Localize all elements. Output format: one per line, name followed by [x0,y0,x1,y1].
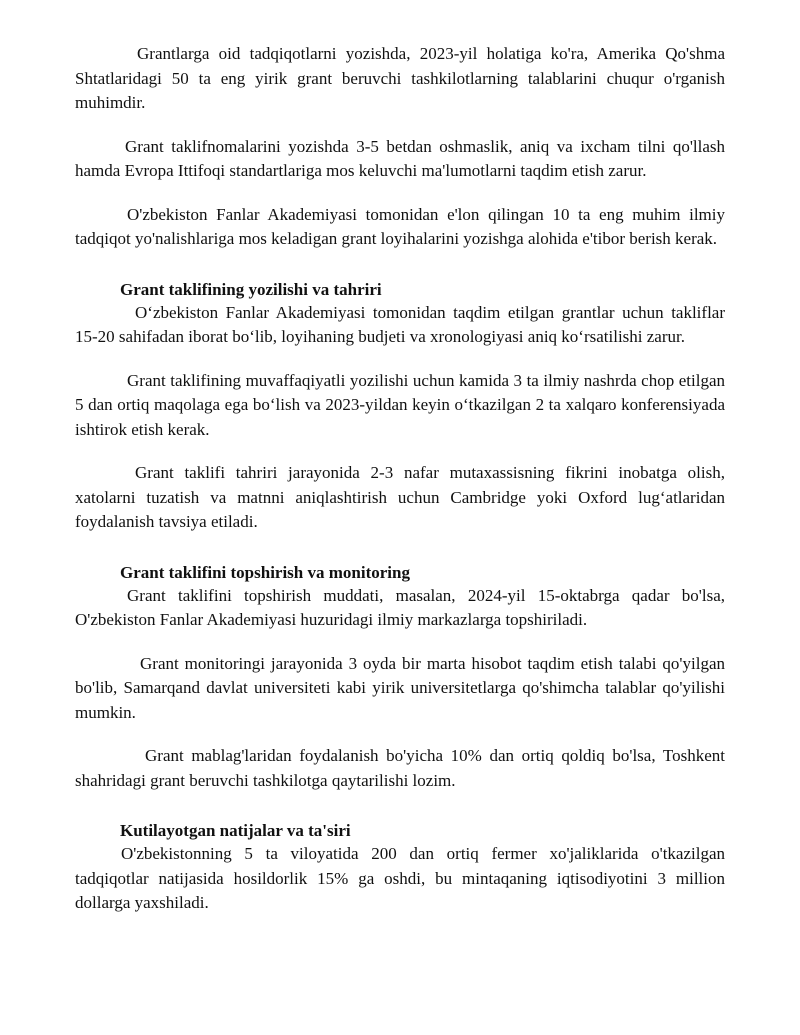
paragraph-intro-3: O'zbekiston Fanlar Akademiyasi tomonidan e'lon qilingan 10 ta eng muhim ilmiy tadqiqot yo'nalishlariga mos keladigan grant loyihalarini yozishga alohida e'tibor berish kerak. [75,204,725,248]
paragraph-submission-3: Grant mablag'laridan foydalanish bo'yicha 10% dan ortiq qoldiq bo'lsa, Toshkent shahridagi grant beruvchi tashkilotga qaytarilishi lozim. [75,746,725,790]
section-heading-writing: Grant taklifining yozilishi va tahriri [120,279,382,299]
paragraph-submission-1: Grant taklifini topshirish muddati, masalan, 2024-yil 15-oktabrga qadar bo'lsa, O'zbekiston Fanlar Akademiyasi huzuridagi ilmiy markazlarga topshiriladi. [75,585,725,629]
section-heading-results: Kutilayotgan natijalar va ta'siri [120,821,351,840]
paragraph-writing-3: Grant taklifi tahriri jarayonida 2-3 nafar mutaxassisning fikrini inobatga olish, xatolarni tuzatish va matnni aniqlashtirish uchun Cambridge yoki Oxford lug‘atlaridan foydalanish tavsiya etiladi. [75,463,725,531]
paragraph-intro-1: Grantlarga oid tadqiqotlarni yozishda, 2023-yil holatiga ko'ra, Amerika Qo'shma Shtatlaridagi 50 ta eng yirik grant beruvchi tashkilotlarning talablarini chuqur o'rganish muhimdir. [75,44,725,112]
paragraph-results-1: O'zbekistonning 5 ta viloyatida 200 dan ortiq fermer xo'jaliklarida o'tkazilgan tadqiqotlar natijasida hosildorlik 15% ga oshdi, bu mintaqaning iqtisodiyotini 3 million dollarga yaxshiladi. [75,844,725,912]
paragraph-intro-2: Grant taklifnomalarini yozishda 3-5 betdan oshmaslik, aniq va ixcham tilni qo'llash hamda Evropa Ittifoqi standartlariga mos keluvchi ma'lumotlarni taqdim etish zarur. [75,136,725,180]
paragraph-writing-2: Grant taklifining muvaffaqiyatli yozilishi uchun kamida 3 ta ilmiy nashrda chop etilgan 5 dan ortiq maqolaga ega bo‘lish va 2023-yildan keyin o‘tkazilgan 2 ta xalqaro konferensiyada ishtirok etish kerak. [75,370,725,439]
section-heading-submission: Grant taklifini topshirish va monitoring [120,562,410,582]
paragraph-writing-1: O‘zbekiston Fanlar Akademiyasi tomonidan taqdim etilgan grantlar uchun takliflar 15-20 sahifadan iborat bo‘lib, loyihaning budjeti va xronologiyasi aniq ko‘rsatilishi zarur. [75,302,725,346]
paragraph-submission-2: Grant monitoringi jarayonida 3 oyda bir marta hisobot taqdim etish talabi qo'yilgan bo'lib, Samarqand davlat universiteti kabi yirik universitetlarga qo'shimcha talablar qo'yilishi mumkin. [75,653,725,722]
